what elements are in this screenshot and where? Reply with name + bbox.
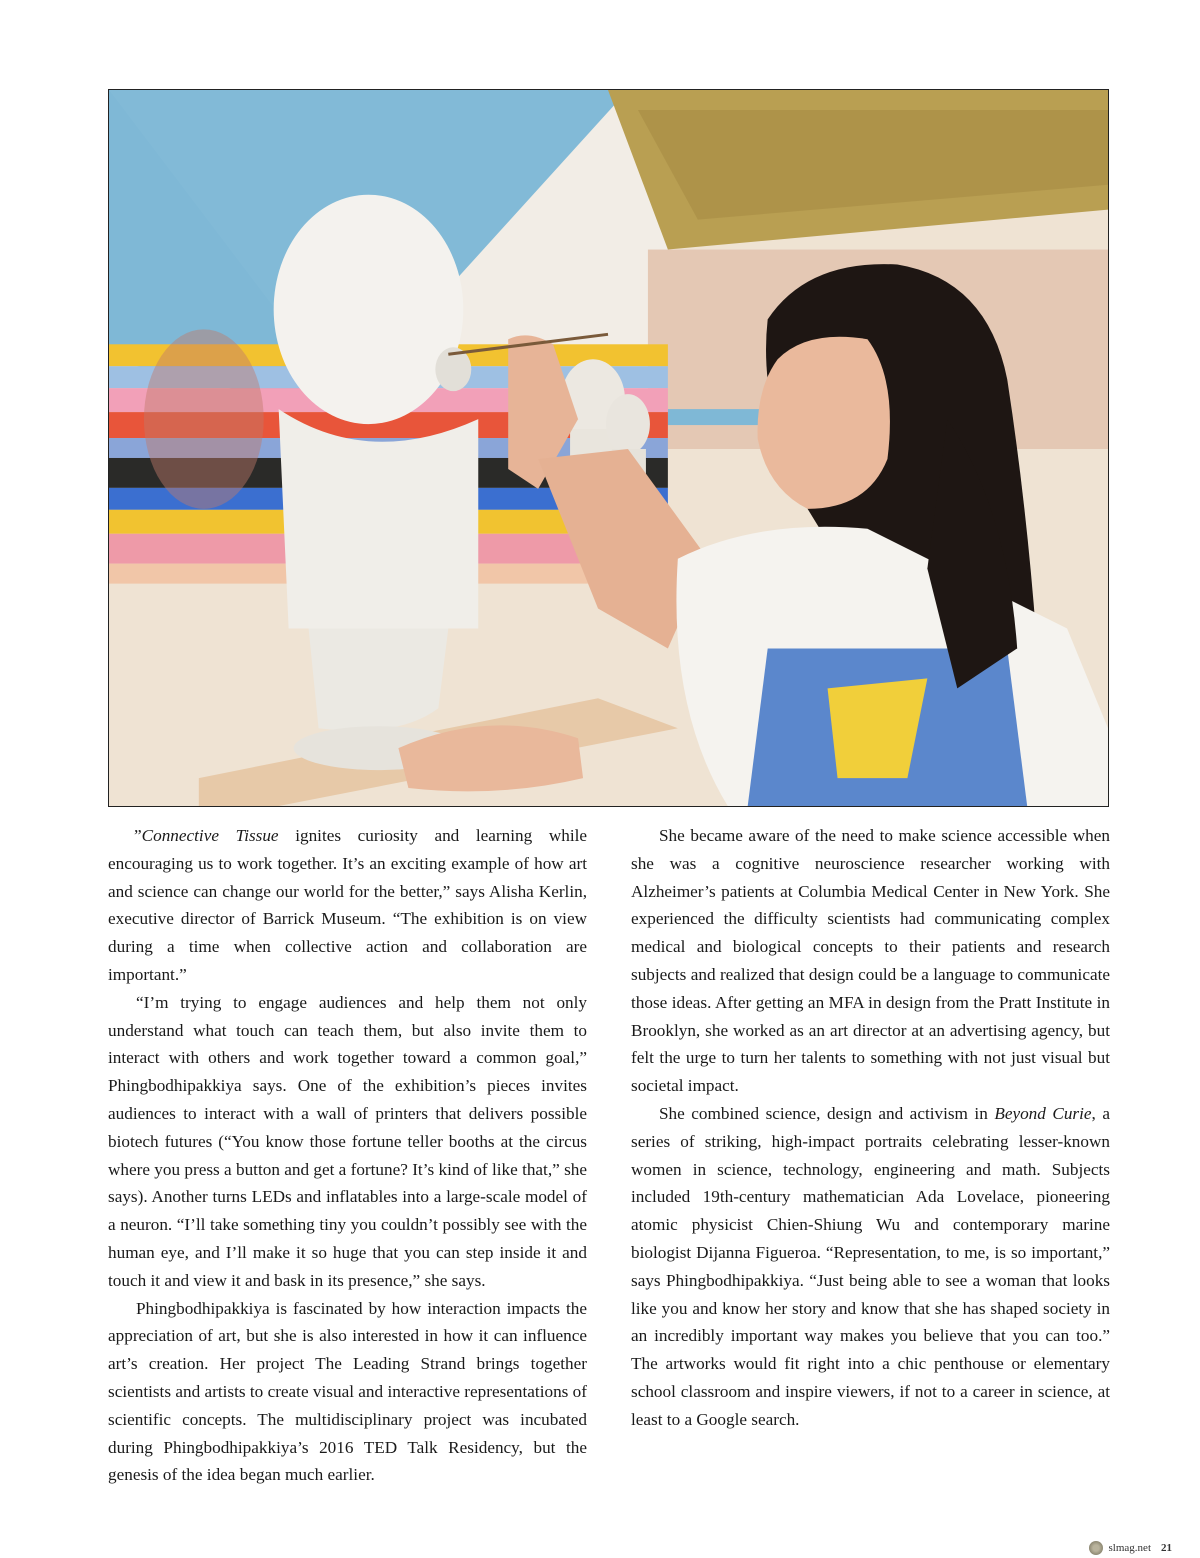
page-number: 21 xyxy=(1161,1542,1172,1554)
site-url[interactable]: slmag.net xyxy=(1108,1542,1151,1554)
paragraph-text: ignites curiosity and learning while encouraging us to work together. It’s an exciting example of how art and science can change our world for the better,” says Alisha Kerlin, executive director of Barrick Museum. “The exhibition is on view during a time when collective action and collaboration are important.” xyxy=(108,826,588,984)
page-footer xyxy=(1089,1540,1172,1556)
paragraph xyxy=(631,1100,1110,1434)
photo-artist-painting-bust-icon xyxy=(109,90,1108,806)
article-column-right xyxy=(631,822,1110,1434)
slmag-logo-icon xyxy=(1089,1541,1103,1555)
paragraph: Phingbodhipakkiya is fascinated by how interaction impacts the appreciation of art, but she is also interested in how it can influence art’s creation. Her project The Leading Strand brings together scientists and artists to create visual and interactive representations of scientific concepts. The multidisciplinary project was incubated during Phingbodhipakkiya’s 2016 TED Talk Residency, but the genesis of the idea began much earlier. xyxy=(108,1298,587,1485)
article-column-left xyxy=(108,822,587,1489)
paragraph-text: She combined science, design and activism in xyxy=(659,1103,995,1123)
exhibition-title: Connective Tissue xyxy=(141,826,279,845)
paragraph-text: , a series of striking, high-impact portraits celebrating lesser-known women in science, technology, engineering and math. Subjects included 19th-century mathematician Ada Lovelace, pioneering atomic physicist Chien-Shiung Wu and contemporary marine biologist Dijanna Figueroa. “Representation, to me, is so important,” says Phingbodhipakkiya. “Just being able to see a woman that looks like you and know her story and know that she has shaped society in an incredibly important way makes you believe that you can too.” The artworks would fit right into a chic penthouse or elementary school classroom and inspire viewers, if not to a career in science, at least to a Google search. xyxy=(631,1103,1110,1429)
article-photo xyxy=(108,89,1109,807)
paragraph: “I’m trying to engage audiences and help them not only understand what touch can teach them, but also invite them to interact with others and work together toward a common goal,” Phingbodhipakkiya says. One of the exhibition’s pieces invites audiences to interact with a wall of printers that delivers possible biotech futures (“You know those fortune teller booths at the circus where you press a button and get a fortune? It’s kind of like that,” she says). Another turns LEDs and inflatables into a large-scale model of a neuron. “I’ll take something tiny you couldn’t possibly see with the human eye, and I’ll make it so huge that you can step inside it and touch it and view it and bask in its presence,” she says. xyxy=(108,992,587,1290)
paragraph xyxy=(108,822,587,989)
quote-mark: ” xyxy=(134,826,142,845)
series-title: Beyond Curie xyxy=(994,1103,1092,1123)
paragraph: She became aware of the need to make science accessible when she was a cognitive neuroscience researcher working with Alzheimer’s patients at Columbia Medical Center in New York. She experienced the difficulty scientists had communicating complex medical and biological concepts to their patients and research subjects and realized that design could be a language to communicate those ideas. After getting an MFA in design from the Pratt Institute in Brooklyn, she worked as an art director at an advertising agency, but felt the urge to turn her talents to something with not just visual but societal impact. xyxy=(631,826,1110,1096)
